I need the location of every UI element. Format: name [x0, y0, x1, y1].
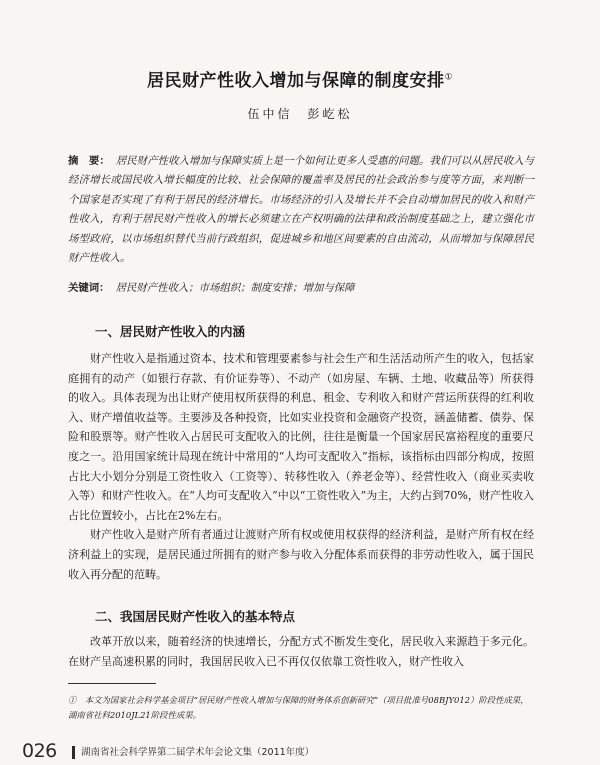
- keywords: [68, 279, 534, 294]
- section-2-body: [68, 632, 534, 671]
- section-1-paragraph-2: 财产性收入是财产所有者通过让渡财产所有权或使用权获得的经济利益，是财产所有权在经济利益上的实现，是居民通过所拥有的财产参与收入分配体系而获得的非劳动性收入，属于国民收入再分配的范畴。: [68, 528, 534, 581]
- abstract-label: 摘 要：: [68, 155, 110, 167]
- authors: 伍中信 彭屹松: [247, 107, 353, 121]
- title-footnote-marker: ①: [444, 72, 454, 83]
- keywords-label: 关键词：: [68, 282, 110, 294]
- section-2-paragraph-1: 改革开放以来，随着经济的快速增长，分配方式不断发生变化，居民收入来源趋于多元化。在财产呈高速积累的同时，我国居民收入已不再仅仅依靠工资性收入，财产性收入: [68, 635, 534, 668]
- abstract-text: 居民财产性收入增加与保障实质上是一个如何让更多人受惠的问题。我们可以从居民收入与经济增长或国民收入增长幅度的比较、社会保障的覆盖率及居民的社会政治参与度等方面，来判断一个国家是否实现了有利于居民的经济增长。市场经济的引入及增长并不会自动增加居民的收入和财产性收入，有利于居民财产性收入的增长必须建立在产权明确的法律和政治制度基础之上，建立强化市场型政府，以市场组织替代当前行政组织，促进城乡和地区间要素的自由流动，从而增加与保障居民财产性收入。: [68, 155, 534, 265]
- title-text: 居民财产性收入增加与保障的制度安排: [146, 71, 445, 91]
- keywords-text: 居民财产性收入；市场组织；制度安排；增加与保障: [115, 282, 355, 294]
- section-2-heading: 二、我国居民财产性收入的基本特点: [95, 609, 296, 624]
- footnote: ① 本文为国家社会科学基金项目“居民财产性收入增加与保障的财务体系创新研究”（项目批准号08BJY012）阶段性成果，湖南省社科2010JL21阶段性成果。: [68, 695, 529, 720]
- running-footer: 湖南省社会科学界第二届学术年会论文集（2011年度）: [72, 746, 314, 759]
- footnote-divider: [68, 683, 156, 684]
- paper-title: [0, 66, 600, 91]
- section-1-heading: 一、居民财产性收入的内涵: [95, 324, 246, 339]
- abstract: [68, 152, 534, 268]
- section-1-paragraph-1: 财产性收入是指通过资本、技术和管理要素参与社会生产和生活活动所产生的收入，包括家庭拥有的动产（如银行存款、有价证券等）、不动产（如房屋、车辆、土地、收藏品等）所获得的收入。具体表现为出让财产使用权所获得的利息、租金、专利收入和财产营运所获得的红利收入、财产增值收益等。主要涉及各种投资，比如实业投资和金融资产投资，涵盖储蓄、债券、保险和股票等。财产性收入占居民可支配收入的比例，往往是衡量一个国家居民富裕程度的重要尺度之一。沿用国家统计局现在统计中常用的“人均可支配收入”指标，该指标由四部分构成，按照占比大小划分分别是工资性收入（工资等）、转移性收入（养老金等）、经营性收入（商业买卖收入等）和财产性收入。在“人均可支配收入”中以“工资性收入”为主，大约占到70%，财产性收入占比位置较小，占比在2%左右。: [68, 352, 534, 522]
- section-1-body: [68, 349, 534, 584]
- page-number: 026: [22, 740, 57, 762]
